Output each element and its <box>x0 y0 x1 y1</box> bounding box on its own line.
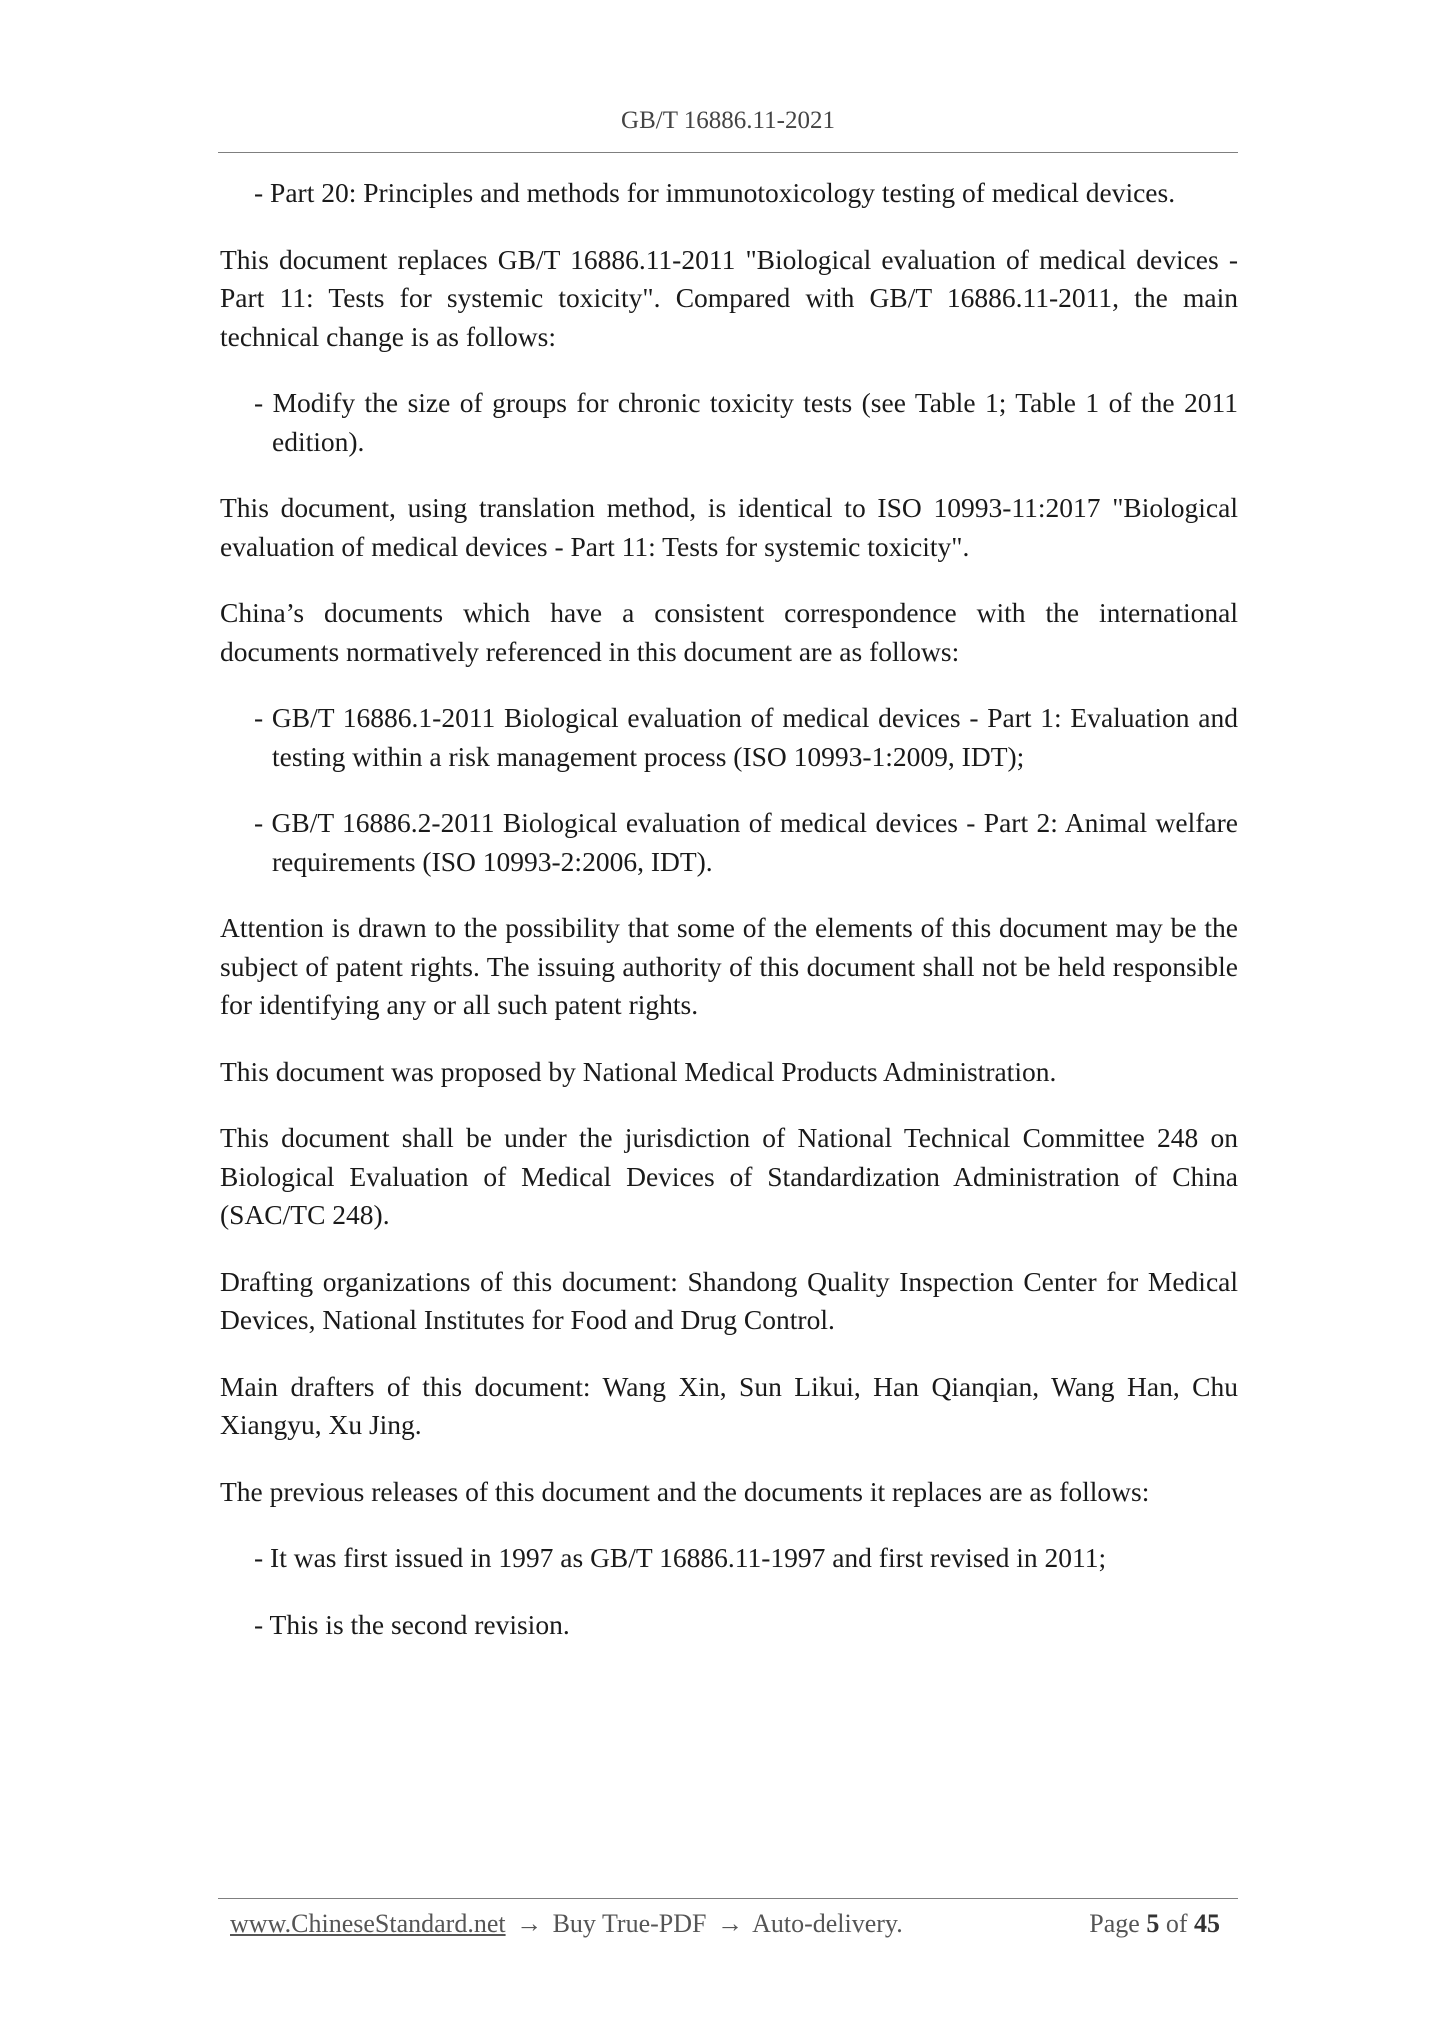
site-link[interactable]: www.ChineseStandard.net <box>230 1909 506 1938</box>
document-body <box>220 174 1238 1672</box>
page-number <box>1089 1905 1220 1943</box>
paragraph-main-drafters: Main drafters of this document: Wang Xin, Sun Likui, Han Qianqian, Wang Han, Chu Xiangyu, Xu Jing. <box>220 1370 1238 1440</box>
page-label: Page <box>1089 1909 1140 1938</box>
list-item-first-issued: - It was first issued in 1997 as GB/T 16886.11-1997 and first revised in 2011; <box>254 1542 1107 1573</box>
buy-true-pdf-link[interactable]: Buy True-PDF <box>552 1909 707 1938</box>
paragraph-patent-rights: Attention is drawn to the possibility that some of the elements of this document may be the subject of patent rights. The issuing authority of this document shall not be held responsible for identifying any or all such patent rights. <box>220 912 1238 1020</box>
paragraph-drafting-organizations: Drafting organizations of this document: Shandong Quality Inspection Center for Medical Devices, National Institutes for Food and Drug Control. <box>220 1265 1238 1335</box>
arrow-right-icon: → <box>717 1909 743 1938</box>
paragraph-proposed-by: This document was proposed by National Medical Products Administration. <box>220 1055 1057 1087</box>
paragraph-correspondence: China’s documents which have a consistent correspondence with the international documents normatively referenced in this document are as follows: <box>220 597 1238 667</box>
list-item-part-20: - Part 20: Principles and methods for immunotoxicology testing of medical devices. <box>254 177 1176 208</box>
page-total: 45 <box>1194 1909 1220 1938</box>
list-item-second-revision: - This is the second revision. <box>254 1608 570 1640</box>
list-item-reference-part-1: - GB/T 16886.1-2011 Biological evaluation of medical devices - Part 1: Evaluation and testing within a risk management process (ISO 10993-1:2009, IDT); <box>254 702 1238 772</box>
paragraph-replaces: This document replaces GB/T 16886.11-2011 "Biological evaluation of medical devices - Part 11: Tests for systemic toxicity". Compared with GB/T 16886.11-2011, the main technical change is as follows: <box>220 243 1238 352</box>
document-code: GB/T 16886.11-2021 <box>621 107 835 134</box>
auto-delivery-text: Auto-delivery. <box>752 1909 903 1938</box>
paragraph-jurisdiction: This document shall be under the jurisdiction of National Technical Committee 248 on Biological Evaluation of Medical Devices of Standardization Administration of China (SAC/TC 248). <box>220 1122 1238 1230</box>
footer-promo <box>230 1905 903 1943</box>
page-footer <box>218 1898 1238 1938</box>
page-header <box>218 102 1238 153</box>
paragraph-previous-releases: The previous releases of this document and the documents it replaces are as follows: <box>220 1475 1150 1507</box>
list-item-reference-part-2: - GB/T 16886.2-2011 Biological evaluation of medical devices - Part 2: Animal welfare requirements (ISO 10993-2:2006, IDT). <box>254 807 1238 877</box>
arrow-right-icon: → <box>516 1909 543 1938</box>
paragraph-identical-iso: This document, using translation method, is identical to ISO 10993-11:2017 "Biological evaluation of medical devices - Part 11: Tests for systemic toxicity". <box>220 492 1238 562</box>
page-current: 5 <box>1146 1909 1160 1938</box>
page-of-label: of <box>1165 1909 1188 1938</box>
list-item-technical-change: - Modify the size of groups for chronic toxicity tests (see Table 1; Table 1 of the 2011 edition). <box>254 387 1238 457</box>
